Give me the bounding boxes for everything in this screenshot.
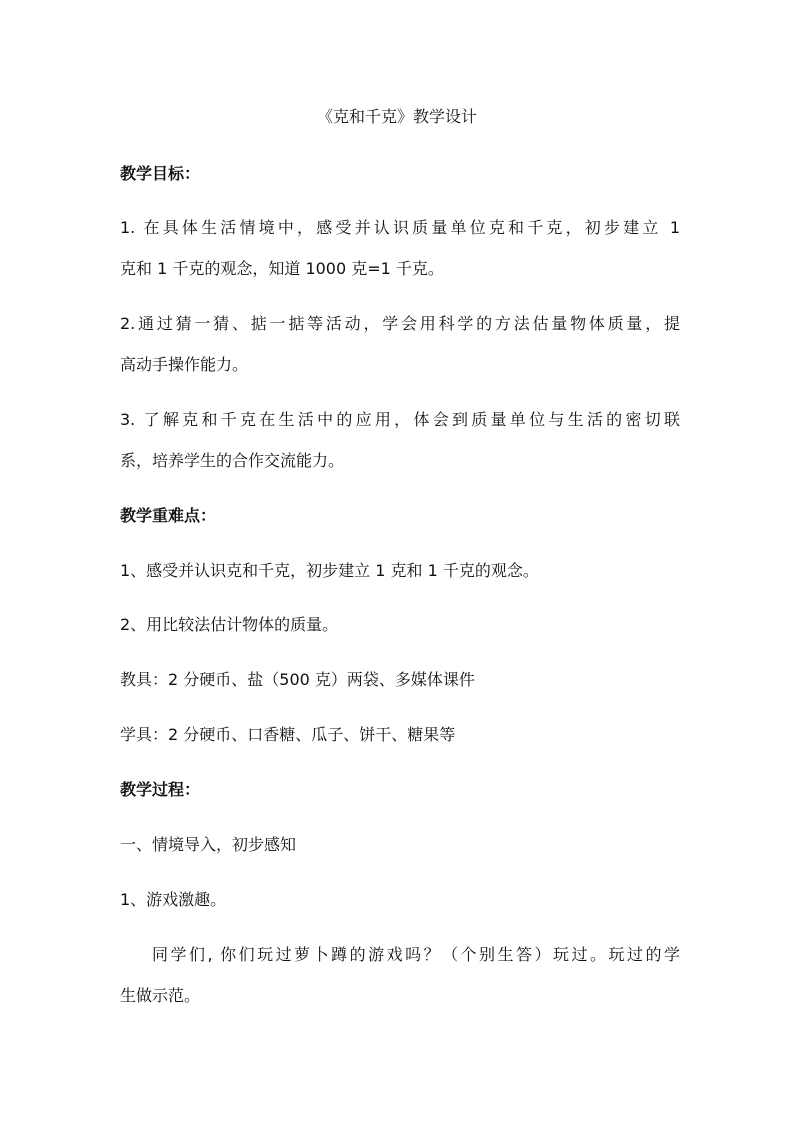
objective-1-line-1: 1. 在具体生活情境中，感受并认识质量单位克和千克，初步建立 1	[120, 218, 680, 237]
objective-3-line-2: 系，培养学生的合作交流能力。	[120, 451, 345, 470]
objective-2-line-1: 2.通过猜一猜、掂一掂等活动，学会用科学的方法估量物体质量，提	[120, 314, 680, 333]
process-step-1: 1、游戏激趣。	[120, 890, 227, 909]
objective-3-line-1: 3. 了解克和千克在生活中的应用，体会到质量单位与生活的密切联	[120, 410, 680, 429]
process-paragraph-1-line-2: 生做示范。	[120, 986, 201, 1005]
objectives-heading: 教学目标：	[120, 164, 201, 183]
process-heading: 教学过程：	[120, 780, 201, 799]
key-points-heading: 教学重难点：	[120, 506, 217, 525]
objective-1-line-2: 克和 1 千克的观念，知道 1000 克=1 千克。	[120, 259, 444, 278]
process-section-1: 一、情境导入，初步感知	[120, 835, 297, 854]
key-point-2: 2、用比较法估计物体的质量。	[120, 615, 339, 634]
teaching-aids: 教具：2 分硬币、盐（500 克）两袋、多媒体课件	[120, 670, 475, 689]
key-point-1: 1、感受并认识克和千克，初步建立 1 克和 1 千克的观念。	[120, 561, 539, 580]
learning-aids: 学具：2 分硬币、口香糖、瓜子、饼干、糖果等	[120, 725, 456, 744]
document-title: 《克和千克》教学设计	[316, 107, 477, 126]
process-paragraph-1-line-1: 同学们, 你们玩过萝卜蹲的游戏吗？（个别生答）玩过。玩过的学	[152, 945, 680, 964]
objective-2-line-2: 高动手操作能力。	[120, 355, 249, 374]
